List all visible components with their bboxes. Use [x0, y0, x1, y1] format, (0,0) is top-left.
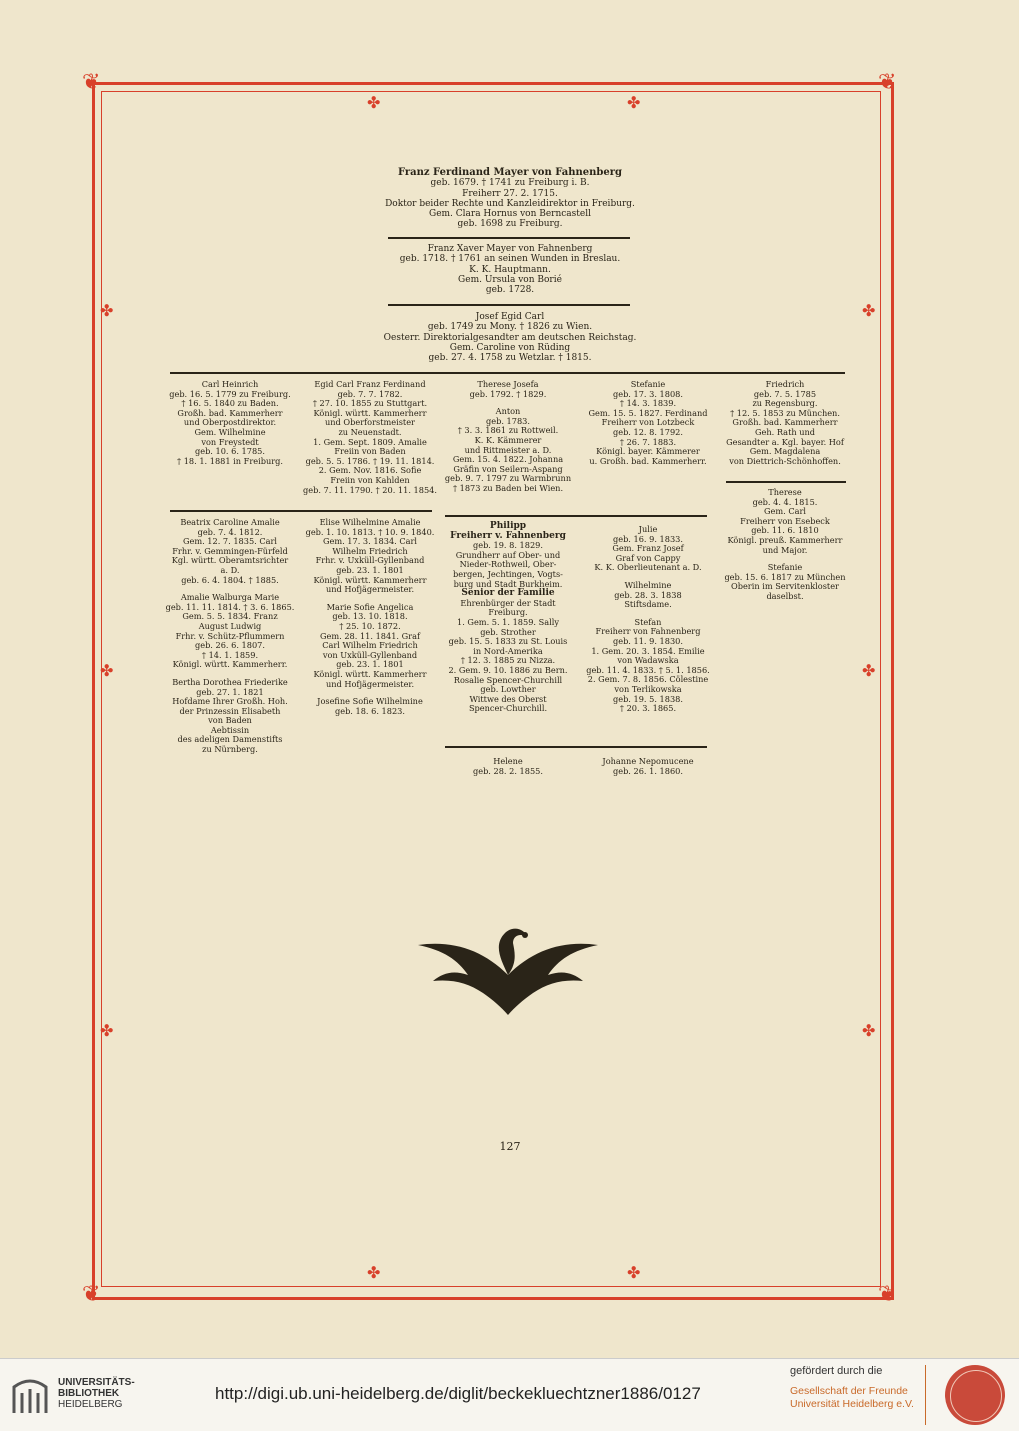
- page-number: 127: [499, 1140, 521, 1153]
- entry-line: Großh. bad. Kammerherr: [732, 417, 838, 428]
- library-name-line: UNIVERSITÄTS-: [58, 1377, 135, 1388]
- entry-line: geb. 19. 8. 1829.: [472, 540, 543, 551]
- entry-line: Königl. württ. Kammerherr: [313, 574, 427, 585]
- gen2-line: geb. 1728.: [485, 285, 535, 296]
- entry-line: Gem. 15. 5. 1827. Ferdinand: [588, 407, 708, 418]
- entry-line: geb. 11. 11. 1814. † 3. 6. 1865.: [165, 601, 295, 612]
- entry-line: von Terlikowska: [614, 683, 682, 694]
- col-johanne: [578, 757, 718, 776]
- entry-line: geb. 6. 4. 1804. † 1885.: [181, 574, 279, 585]
- entry-line: Friedrich: [765, 379, 805, 389]
- dragon-vignette-icon: [413, 915, 603, 1025]
- entry-line: Gem. 5. 5. 1834. Franz: [182, 611, 278, 622]
- entry-line: Stiftsdame.: [624, 599, 672, 610]
- entry-line: geb. 16. 9. 1833.: [612, 533, 683, 544]
- entry-line: Carl Wilhelm Friedrich: [322, 640, 418, 651]
- entry-line: geb. 26. 1. 1860.: [612, 765, 683, 776]
- trefoil-ornament-icon: ✤: [367, 1263, 381, 1282]
- entry-line: von Diettrich-Schönhoffen.: [729, 455, 841, 466]
- entry-line: geb. 11. 9. 1830.: [612, 635, 683, 646]
- trefoil-ornament-icon: ✤: [100, 1021, 114, 1040]
- generation-divider: [170, 510, 432, 512]
- entry-line: Anton: [495, 406, 521, 417]
- entry-line: 1. Gem. 5. 1. 1859. Sally: [457, 616, 559, 627]
- col-therese-anton: [440, 380, 576, 494]
- entry-line: geb. 23. 1. 1801: [336, 659, 404, 670]
- entry-line: zu Nürnberg.: [202, 744, 258, 755]
- entry-line: zu Regensburg.: [752, 398, 818, 409]
- entry-line: und Oberforstmeister: [325, 417, 415, 428]
- sponsor-label: gefördert durch die: [790, 1365, 883, 1377]
- entry-line: geb. 15. 5. 1833 zu St. Louis: [448, 636, 568, 647]
- trefoil-ornament-icon: ✤: [367, 93, 381, 112]
- entry-line: Freiherr von Lotzbeck: [601, 417, 695, 428]
- entry-line: zu Neuenstadt.: [338, 426, 402, 437]
- library-name-line: BIBLIOTHEK: [58, 1388, 120, 1399]
- col-carl-heinrich: [162, 380, 298, 466]
- entry-line: und Hofjägermeister.: [325, 678, 415, 689]
- entry-line: geb. 11. 6. 1810: [751, 525, 819, 536]
- corner-ornament-icon: ❦: [878, 1282, 897, 1307]
- sponsor-name-line: Gesellschaft der Freunde: [790, 1385, 908, 1397]
- entry-line: † 18. 1. 1881 in Freiburg.: [177, 455, 283, 466]
- trefoil-ornament-icon: ✤: [862, 301, 876, 320]
- entry-line: geb. 18. 6. 1823.: [334, 705, 405, 716]
- entry-line: Egid Carl Franz Ferdinand: [314, 379, 426, 389]
- entry-line: Johanne Nepomucene: [602, 756, 694, 766]
- col-anton-children: [578, 525, 718, 714]
- entry-line: Carl Heinrich: [201, 379, 259, 389]
- entry-line: 2. Gem. 9. 10. 1886 zu Bern.: [448, 664, 568, 675]
- entry-line: geb. 10. 6. 1785.: [194, 446, 265, 457]
- entry-line: Freiherr von Esebeck: [740, 515, 830, 526]
- entry-line: K. K. Kämmerer: [474, 434, 542, 445]
- entry-line: von Wadawska: [617, 655, 679, 666]
- entry-line: † 12. 5. 1853 zu München.: [730, 407, 840, 418]
- entry-line: † 1873 zu Baden bei Wien.: [452, 482, 564, 493]
- senior-label: Senior der Familie: [461, 588, 555, 599]
- entry-line: geb. 7. 7. 1782.: [337, 388, 403, 399]
- entry-line: Therese Josefa: [477, 379, 539, 389]
- entry-line: † 20. 3. 1865.: [619, 703, 677, 714]
- entry-line: Oberin im Servitenkloster: [731, 581, 839, 592]
- entry-line: des adeligen Damenstifts: [177, 734, 283, 745]
- entry-line: Bertha Dorothea Friederike: [172, 676, 288, 687]
- entry-line: Freiherr von Fahnenberg: [595, 626, 701, 637]
- entry-line: geb. 27. 1. 1821: [196, 686, 264, 697]
- entry-line: Königl. württ. Kammerherr.: [172, 659, 288, 670]
- col-philipp: [440, 522, 576, 714]
- gen1-line: Doktor beider Rechte und Kanzleidirektor in Freiburg.: [385, 198, 635, 209]
- generation-divider: [388, 237, 630, 239]
- entry-line: Stefanie: [767, 562, 803, 573]
- entry-line: und Major.: [762, 544, 808, 555]
- entry-line: geb. 12. 8. 1792.: [612, 426, 683, 437]
- entry-line: 2. Gem. Nov. 1816. Sofie: [318, 465, 422, 476]
- gen1-line: geb. 1698 zu Freiburg.: [457, 219, 563, 230]
- entry-line: Freiin von Baden: [334, 446, 406, 457]
- entry-line: Königl. preuß. Kammerherr: [727, 534, 843, 545]
- entry-line: Helene: [493, 756, 523, 766]
- entry-line: Stefanie: [630, 379, 666, 389]
- gen1-line: Gem. Clara Hornus von Berncastell: [429, 209, 591, 220]
- entry-line: Gem. Franz Josef: [612, 543, 684, 554]
- entry-line: daselbst.: [766, 590, 804, 601]
- entry-line: geb. 5. 5. 1786. † 19. 11. 1814.: [305, 455, 435, 466]
- entry-line: geb. 13. 10. 1818.: [332, 611, 408, 622]
- entry-line: August Ludwig: [198, 620, 262, 631]
- entry-line: von Baden: [208, 715, 252, 726]
- entry-line: 1. Gem. Sept. 1809. Amalie: [313, 436, 427, 447]
- trefoil-ornament-icon: ✤: [862, 1021, 876, 1040]
- entry-line: † 25. 10. 1872.: [339, 620, 401, 631]
- entry-line: † 14. 3. 1839.: [619, 398, 677, 409]
- library-name: [58, 1377, 135, 1410]
- entry-line: 1. Gem. 20. 3. 1854. Emilie: [591, 645, 705, 656]
- entry-line: † 12. 3. 1885 zu Nizza.: [460, 655, 556, 666]
- gen2-line: K. K. Hauptmann.: [469, 264, 551, 275]
- generation-divider: [170, 372, 845, 374]
- entry-line: von Uxküll-Gyllenband: [322, 649, 418, 660]
- footer-divider: [925, 1365, 926, 1425]
- entry-line: Königl. bayer. Kämmerer: [596, 446, 700, 457]
- gen2-block: [360, 244, 660, 295]
- entry-line: von Freystedt: [201, 436, 259, 447]
- entry-line: Spencer-Churchill.: [468, 703, 548, 714]
- library-logo-icon: [10, 1373, 50, 1417]
- entry-line: Julie: [638, 524, 658, 534]
- entry-line: Gem. Magdalena: [749, 446, 821, 457]
- gen3-block: [360, 312, 660, 363]
- entry-line: bergen, Jechtingen, Vogts-: [453, 568, 563, 579]
- entry-line: geb. 1783.: [486, 415, 530, 426]
- entry-line: geb. 7. 5. 1785: [753, 388, 817, 399]
- entry-line: Aebtissin: [210, 724, 250, 735]
- gen2-line: Franz Xaver Mayer von Fahnenberg: [427, 244, 593, 254]
- library-name-line: HEIDELBERG: [58, 1399, 123, 1410]
- entry-line: geb. 15. 6. 1817 zu München: [724, 571, 846, 582]
- trefoil-ornament-icon: ✤: [627, 93, 641, 112]
- gen1-line: geb. 1679. † 1741 zu Freiburg i. B.: [430, 178, 590, 189]
- gen3-line: Oesterr. Direktorialgesandter am deutschen Reichstag.: [383, 332, 637, 343]
- entry-line: Wittwe des Oberst: [469, 693, 547, 704]
- entry-line: Frhr. v. Schütz-Pflummern: [175, 630, 285, 641]
- col-egid-carl: [300, 380, 440, 495]
- entry-line: Marie Sofie Angelica: [326, 601, 414, 612]
- entry-line: Gräfin von Seilern-Aspang: [453, 463, 563, 474]
- entry-line: geb. 16. 5. 1779 zu Freiburg.: [169, 388, 291, 399]
- entry-line: geb. 17. 3. 1808.: [612, 388, 683, 399]
- entry-line: Grundherr auf Ober- und: [455, 549, 561, 560]
- trefoil-ornament-icon: ✤: [100, 661, 114, 680]
- entry-line: Ehrenbürger der Stadt: [460, 597, 556, 608]
- entry-line: Graf von Cappy: [615, 552, 681, 563]
- entry-line: Hofdame Ihrer Großh. Hoh.: [172, 696, 288, 707]
- entry-line: a. D.: [220, 564, 240, 575]
- entry-line: Josefine Sofie Wilhelmine: [317, 696, 423, 707]
- entry-line: geb. 9. 7. 1797 zu Warmbrunn: [444, 473, 572, 484]
- entry-line: Königl. württ. Kammerherr: [313, 407, 427, 418]
- philipp-name: Philipp: [489, 521, 527, 531]
- entry-line: geb. Lowther: [480, 684, 536, 695]
- gen2-line: geb. 1718. † 1761 an seinen Wunden in Breslau.: [399, 254, 621, 265]
- entry-line: Geh. Rath und: [754, 426, 816, 437]
- entry-line: geb. Strother: [480, 626, 536, 637]
- entry-line: geb. 28. 2. 1855.: [472, 765, 543, 776]
- entry-line: burg und Stadt Burkheim.: [453, 578, 563, 589]
- entry-line: und Rittmeister a. D.: [464, 444, 552, 455]
- col-egid-children: [300, 518, 440, 716]
- col-carl-children: [162, 518, 298, 755]
- entry-line: Kgl. württ. Oberamtsrichter: [171, 555, 289, 566]
- entry-line: geb. 11. 4. 1833. † 5. 1. 1856.: [586, 664, 710, 675]
- entry-line: Therese: [768, 487, 802, 497]
- entry-line: Gesandter a. Kgl. bayer. Hof: [726, 436, 844, 447]
- sponsor-name: [790, 1385, 914, 1411]
- entry-line: geb. 28. 3. 1838: [614, 589, 682, 600]
- entry-line: geb. 26. 6. 1807.: [194, 640, 265, 651]
- entry-line: Gem. Carl: [763, 506, 807, 517]
- footer-bar: [0, 1358, 1019, 1431]
- entry-line: in Nord-Amerika: [473, 645, 543, 656]
- col-friedrich: [718, 380, 852, 466]
- entry-line: Amalie Walburga Marie: [180, 592, 280, 603]
- entry-line: 2. Gem. 7. 8. 1856. Cölestine: [587, 674, 709, 685]
- entry-line: geb. 1792. † 1829.: [469, 388, 547, 399]
- entry-line: geb. 7. 11. 1790. † 20. 11. 1854.: [303, 484, 437, 495]
- col-helene: [440, 757, 576, 776]
- entry-line: Freiburg.: [488, 607, 528, 618]
- entry-line: Gem. 28. 11. 1841. Graf: [319, 630, 420, 641]
- gen1-line: Freiherr 27. 2. 1715.: [462, 188, 558, 199]
- gen2-line: Gem. Ursula von Borié: [458, 274, 562, 285]
- gen3-line: geb. 1749 zu Mony. † 1826 zu Wien.: [427, 322, 593, 333]
- generation-divider: [726, 481, 846, 483]
- trefoil-ornament-icon: ✤: [862, 661, 876, 680]
- gen1-block: [360, 168, 660, 230]
- entry-line: geb. 4. 4. 1815.: [752, 496, 818, 507]
- gen1-title: Franz Ferdinand Mayer von Fahnenberg: [397, 167, 623, 178]
- entry-line: † 14. 1. 1859.: [201, 649, 259, 660]
- corner-ornament-icon: ❦: [878, 70, 897, 95]
- entry-line: Gem. 15. 4. 1822. Johanna: [452, 454, 564, 465]
- entry-line: Gem. 12. 7. 1835. Carl: [182, 536, 278, 547]
- trefoil-ornament-icon: ✤: [627, 1263, 641, 1282]
- generation-divider: [445, 746, 707, 748]
- entry-line: † 27. 10. 1855 zu Stuttgart.: [312, 398, 428, 409]
- entry-line: K. K. Oberlieutenant a. D.: [594, 562, 702, 573]
- col-stefanie: [578, 380, 718, 466]
- entry-line: der Prinzessin Elisabeth: [179, 705, 281, 716]
- entry-line: Wilhelm Friedrich: [332, 545, 408, 556]
- gen3-line: geb. 27. 4. 1758 zu Wetzlar. † 1815.: [428, 353, 592, 364]
- entry-line: Gem. Wilhelmine: [194, 426, 266, 437]
- generation-divider: [445, 515, 707, 517]
- corner-ornament-icon: ❦: [82, 70, 101, 95]
- entry-line: Wilhelmine: [624, 579, 672, 590]
- entry-line: geb. 7. 4. 1812.: [197, 526, 263, 537]
- entry-line: und Hofjägermeister.: [325, 584, 415, 595]
- entry-line: geb. 19. 5. 1838.: [612, 693, 683, 704]
- entry-line: geb. 1. 10. 1813. † 10. 9. 1840.: [305, 526, 435, 537]
- entry-line: Stefan: [634, 616, 662, 627]
- trefoil-ornament-icon: ✤: [100, 301, 114, 320]
- entry-line: Freiin von Kahlden: [330, 474, 410, 485]
- entry-line: Frhr. v. Uxküll-Gyllenband: [315, 555, 425, 566]
- university-seal-ring: [950, 1370, 1002, 1422]
- entry-line: Gem. 17. 3. 1834. Carl: [322, 536, 418, 547]
- entry-line: Beatrix Caroline Amalie: [180, 517, 280, 527]
- entry-line: † 26. 7. 1883.: [619, 436, 677, 447]
- entry-line: Nieder-Rothweil, Ober-: [459, 559, 557, 570]
- gen3-line: Josef Egid Carl: [475, 312, 545, 322]
- entry-line: und Oberpostdirektor.: [183, 417, 277, 428]
- permalink-url[interactable]: http://digi.ub.uni-heidelberg.de/diglit/beckekluechtzner1886/0127: [215, 1384, 701, 1403]
- entry-line: † 16. 5. 1840 zu Baden.: [181, 398, 279, 409]
- entry-line: Königl. württ. Kammerherr: [313, 668, 427, 679]
- gen3-line: Gem. Caroline von Rüding: [449, 342, 571, 353]
- entry-line: u. Großh. bad. Kammerherr.: [589, 455, 707, 466]
- entry-line: † 3. 3. 1861 zu Rottweil.: [457, 425, 559, 436]
- entry-line: Frhr. v. Gemmingen-Fürfeld: [172, 545, 288, 556]
- entry-line: Großh. bad. Kammerherr: [177, 407, 283, 418]
- generation-divider: [388, 304, 630, 306]
- corner-ornament-icon: ❦: [82, 1282, 101, 1307]
- sponsor-name-line: Universität Heidelberg e.V.: [790, 1398, 914, 1410]
- entry-line: geb. 23. 1. 1801: [336, 564, 404, 575]
- entry-line: Rosalie Spencer-Churchill: [453, 674, 563, 685]
- entry-line: Elise Wilhelmine Amalie: [319, 517, 421, 527]
- philipp-title: Freiherr v. Fahnenberg: [450, 530, 566, 541]
- col-friedrich-children: [718, 488, 852, 602]
